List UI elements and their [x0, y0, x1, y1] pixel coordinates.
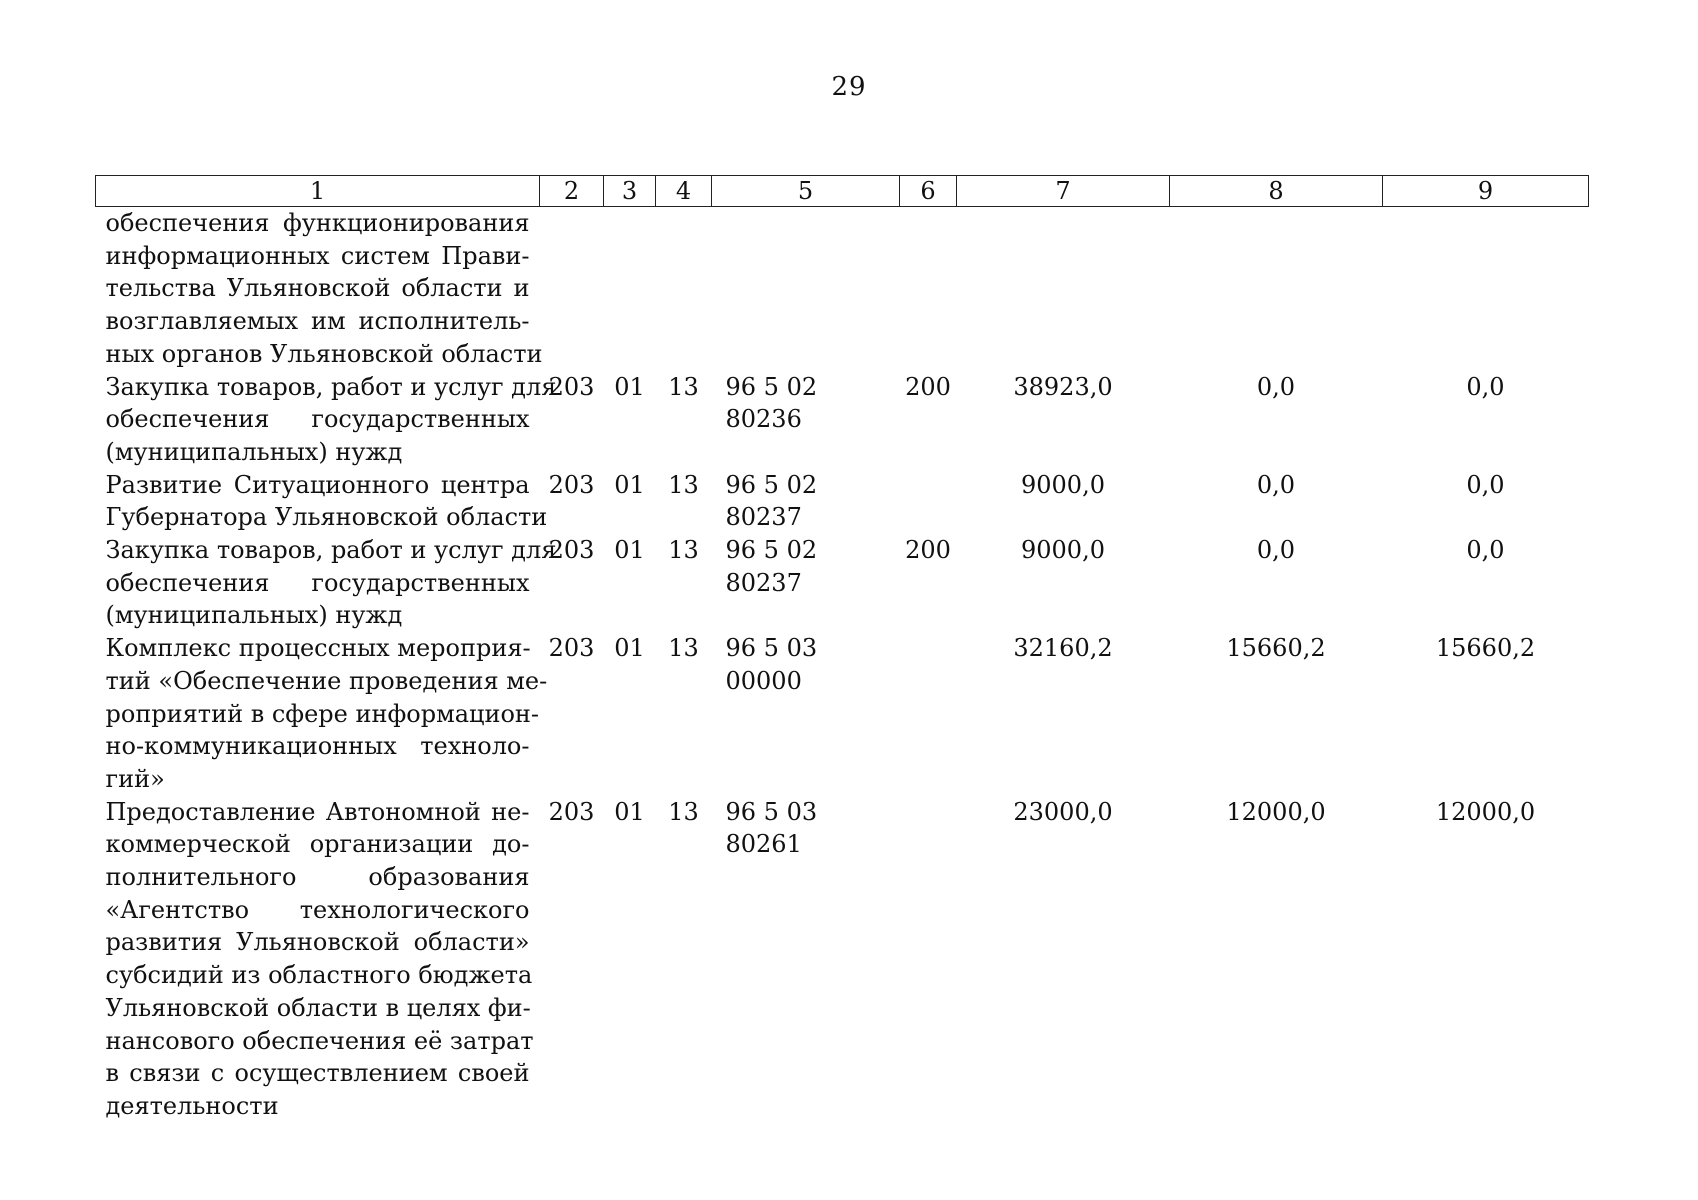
cell-name: [96, 207, 543, 371]
header-col-1: 1: [96, 176, 540, 207]
table-row: [96, 207, 1589, 371]
cell-name-line: Развитие Ситуационного центра: [105, 470, 530, 499]
cell-target-article: [712, 207, 900, 371]
cell-name: [96, 796, 540, 1123]
cell-section: 01: [614, 470, 645, 499]
cell-name: [96, 371, 557, 469]
cell-name-line: Ульяновской области в целях фи-: [105, 993, 531, 1022]
cell-name-line: полнительного образования: [105, 863, 530, 892]
cell-amount-col7: 9000,0: [1021, 536, 1105, 565]
cell-expense-type: [900, 796, 957, 1123]
cell-subsection: 13: [668, 536, 699, 565]
cell-name-line: обеспечения государственных: [105, 568, 530, 597]
cell-name-line: возглавляемых им исполнитель-: [105, 307, 530, 336]
cell-amount-col7: 38923,0: [1013, 372, 1113, 401]
header-col-7: 7: [957, 176, 1170, 207]
cell-expense-type: 200: [905, 536, 951, 565]
cell-name: [96, 632, 548, 796]
cell-expense-type: [900, 632, 957, 796]
cell-ministry: 203: [548, 797, 595, 826]
cell-amount-col8: 0,0: [1256, 372, 1296, 401]
cell-amount-col8: 12000,0: [1226, 797, 1326, 826]
cell-target-article: 96 5 03 00000: [725, 634, 818, 695]
cell-name-line: «Агентство технологического: [105, 895, 530, 924]
cell-name-line: Предоставление Автономной не-: [105, 797, 530, 826]
header-col-6: 6: [900, 176, 957, 207]
cell-name-line: в связи с осуществлением своей: [105, 1059, 530, 1088]
cell-amount-col8: 15660,2: [1226, 634, 1326, 663]
table-row: [96, 469, 1589, 534]
cell-subsection: 13: [668, 372, 699, 401]
cell-name-line: тий «Обеспечение проведения ме-: [105, 666, 548, 695]
cell-amount-col9: 15660,2: [1435, 634, 1536, 663]
page-number: 29: [831, 72, 867, 102]
cell-subsection: [656, 207, 712, 371]
cell-name-line: но-коммуникационных техноло-: [105, 732, 530, 761]
cell-name: [96, 534, 557, 632]
cell-amount-col9: 0,0: [1466, 536, 1505, 565]
cell-name-line: обеспечения функционирования: [105, 209, 530, 237]
cell-amount-col7: 23000,0: [1013, 797, 1113, 826]
cell-subsection: 13: [668, 470, 699, 499]
cell-amount-col9: [1383, 207, 1589, 371]
cell-name-line: гий»: [105, 764, 165, 793]
cell-ministry: 203: [548, 634, 595, 663]
cell-amount-col8: 0,0: [1256, 470, 1296, 499]
header-col-8: 8: [1170, 176, 1383, 207]
cell-ministry: [540, 207, 604, 371]
cell-expense-type: [900, 207, 957, 371]
cell-ministry: 203: [548, 536, 595, 565]
cell-ministry: 203: [548, 470, 595, 499]
cell-name-line: ных органов Ульяновской области: [105, 339, 543, 368]
header-col-5: 5: [712, 176, 900, 207]
header-col-3: 3: [604, 176, 656, 207]
cell-amount-col7: 32160,2: [1013, 634, 1113, 663]
cell-amount-col9: 0,0: [1466, 470, 1505, 499]
header-col-2: 2: [540, 176, 604, 207]
cell-subsection: 13: [668, 797, 699, 826]
cell-name-line: Закупка товаров, работ и услуг для: [105, 536, 557, 565]
cell-name-line: развития Ульяновской области»: [105, 928, 530, 957]
header-col-4: 4: [656, 176, 712, 207]
cell-amount-col8: [1170, 207, 1383, 371]
cell-expense-type: 200: [905, 372, 951, 401]
cell-target-article: 96 5 02 80237: [725, 536, 818, 597]
cell-name-line: коммерческой организации до-: [105, 830, 530, 859]
budget-table: [95, 175, 1589, 1123]
cell-name-line: тельства Ульяновской области и: [105, 274, 530, 303]
cell-section: 01: [614, 797, 645, 826]
table-row: [96, 534, 1589, 632]
header-col-9: 9: [1383, 176, 1589, 207]
cell-section: [604, 207, 656, 371]
cell-section: 01: [614, 634, 645, 663]
cell-target-article: 96 5 02 80237: [725, 470, 818, 532]
cell-ministry: 203: [548, 372, 595, 401]
cell-name-line: роприятий в сфере информацион-: [105, 699, 540, 728]
table-row: [96, 796, 1589, 1123]
cell-name-line: обеспечения государственных: [105, 405, 530, 434]
cell-amount-col9: 12000,0: [1435, 797, 1536, 826]
cell-amount-col7: 9000,0: [1021, 470, 1105, 499]
cell-name-line: (муниципальных) нужд: [105, 601, 403, 630]
cell-amount-col7: [957, 207, 1170, 371]
cell-name-line: (муниципальных) нужд: [105, 437, 403, 466]
cell-subsection: 13: [668, 634, 699, 663]
table-row: [96, 371, 1589, 469]
cell-amount-col8: 0,0: [1256, 536, 1296, 565]
cell-target-article: 96 5 02 80236: [725, 372, 818, 434]
cell-section: 01: [614, 372, 645, 401]
cell-amount-col9: 0,0: [1466, 372, 1505, 401]
cell-name: [96, 469, 548, 534]
cell-name-line: нансового обеспечения её затрат: [105, 1026, 534, 1055]
cell-name-line: субсидий из областного бюджета: [105, 961, 533, 990]
cell-name-line: деятельности: [105, 1091, 279, 1120]
cell-name-line: Комплекс процессных мероприя-: [105, 634, 531, 663]
cell-name-line: Закупка товаров, работ и услуг для: [105, 372, 557, 401]
cell-section: 01: [614, 536, 645, 565]
cell-name-line: Губернатора Ульяновской области: [105, 503, 548, 532]
cell-name-line: информационных систем Прави-: [105, 241, 530, 270]
table-row: [96, 632, 1589, 796]
cell-expense-type: [900, 469, 957, 534]
header-row: [96, 176, 1589, 207]
cell-target-article: 96 5 03 80261: [725, 797, 818, 859]
